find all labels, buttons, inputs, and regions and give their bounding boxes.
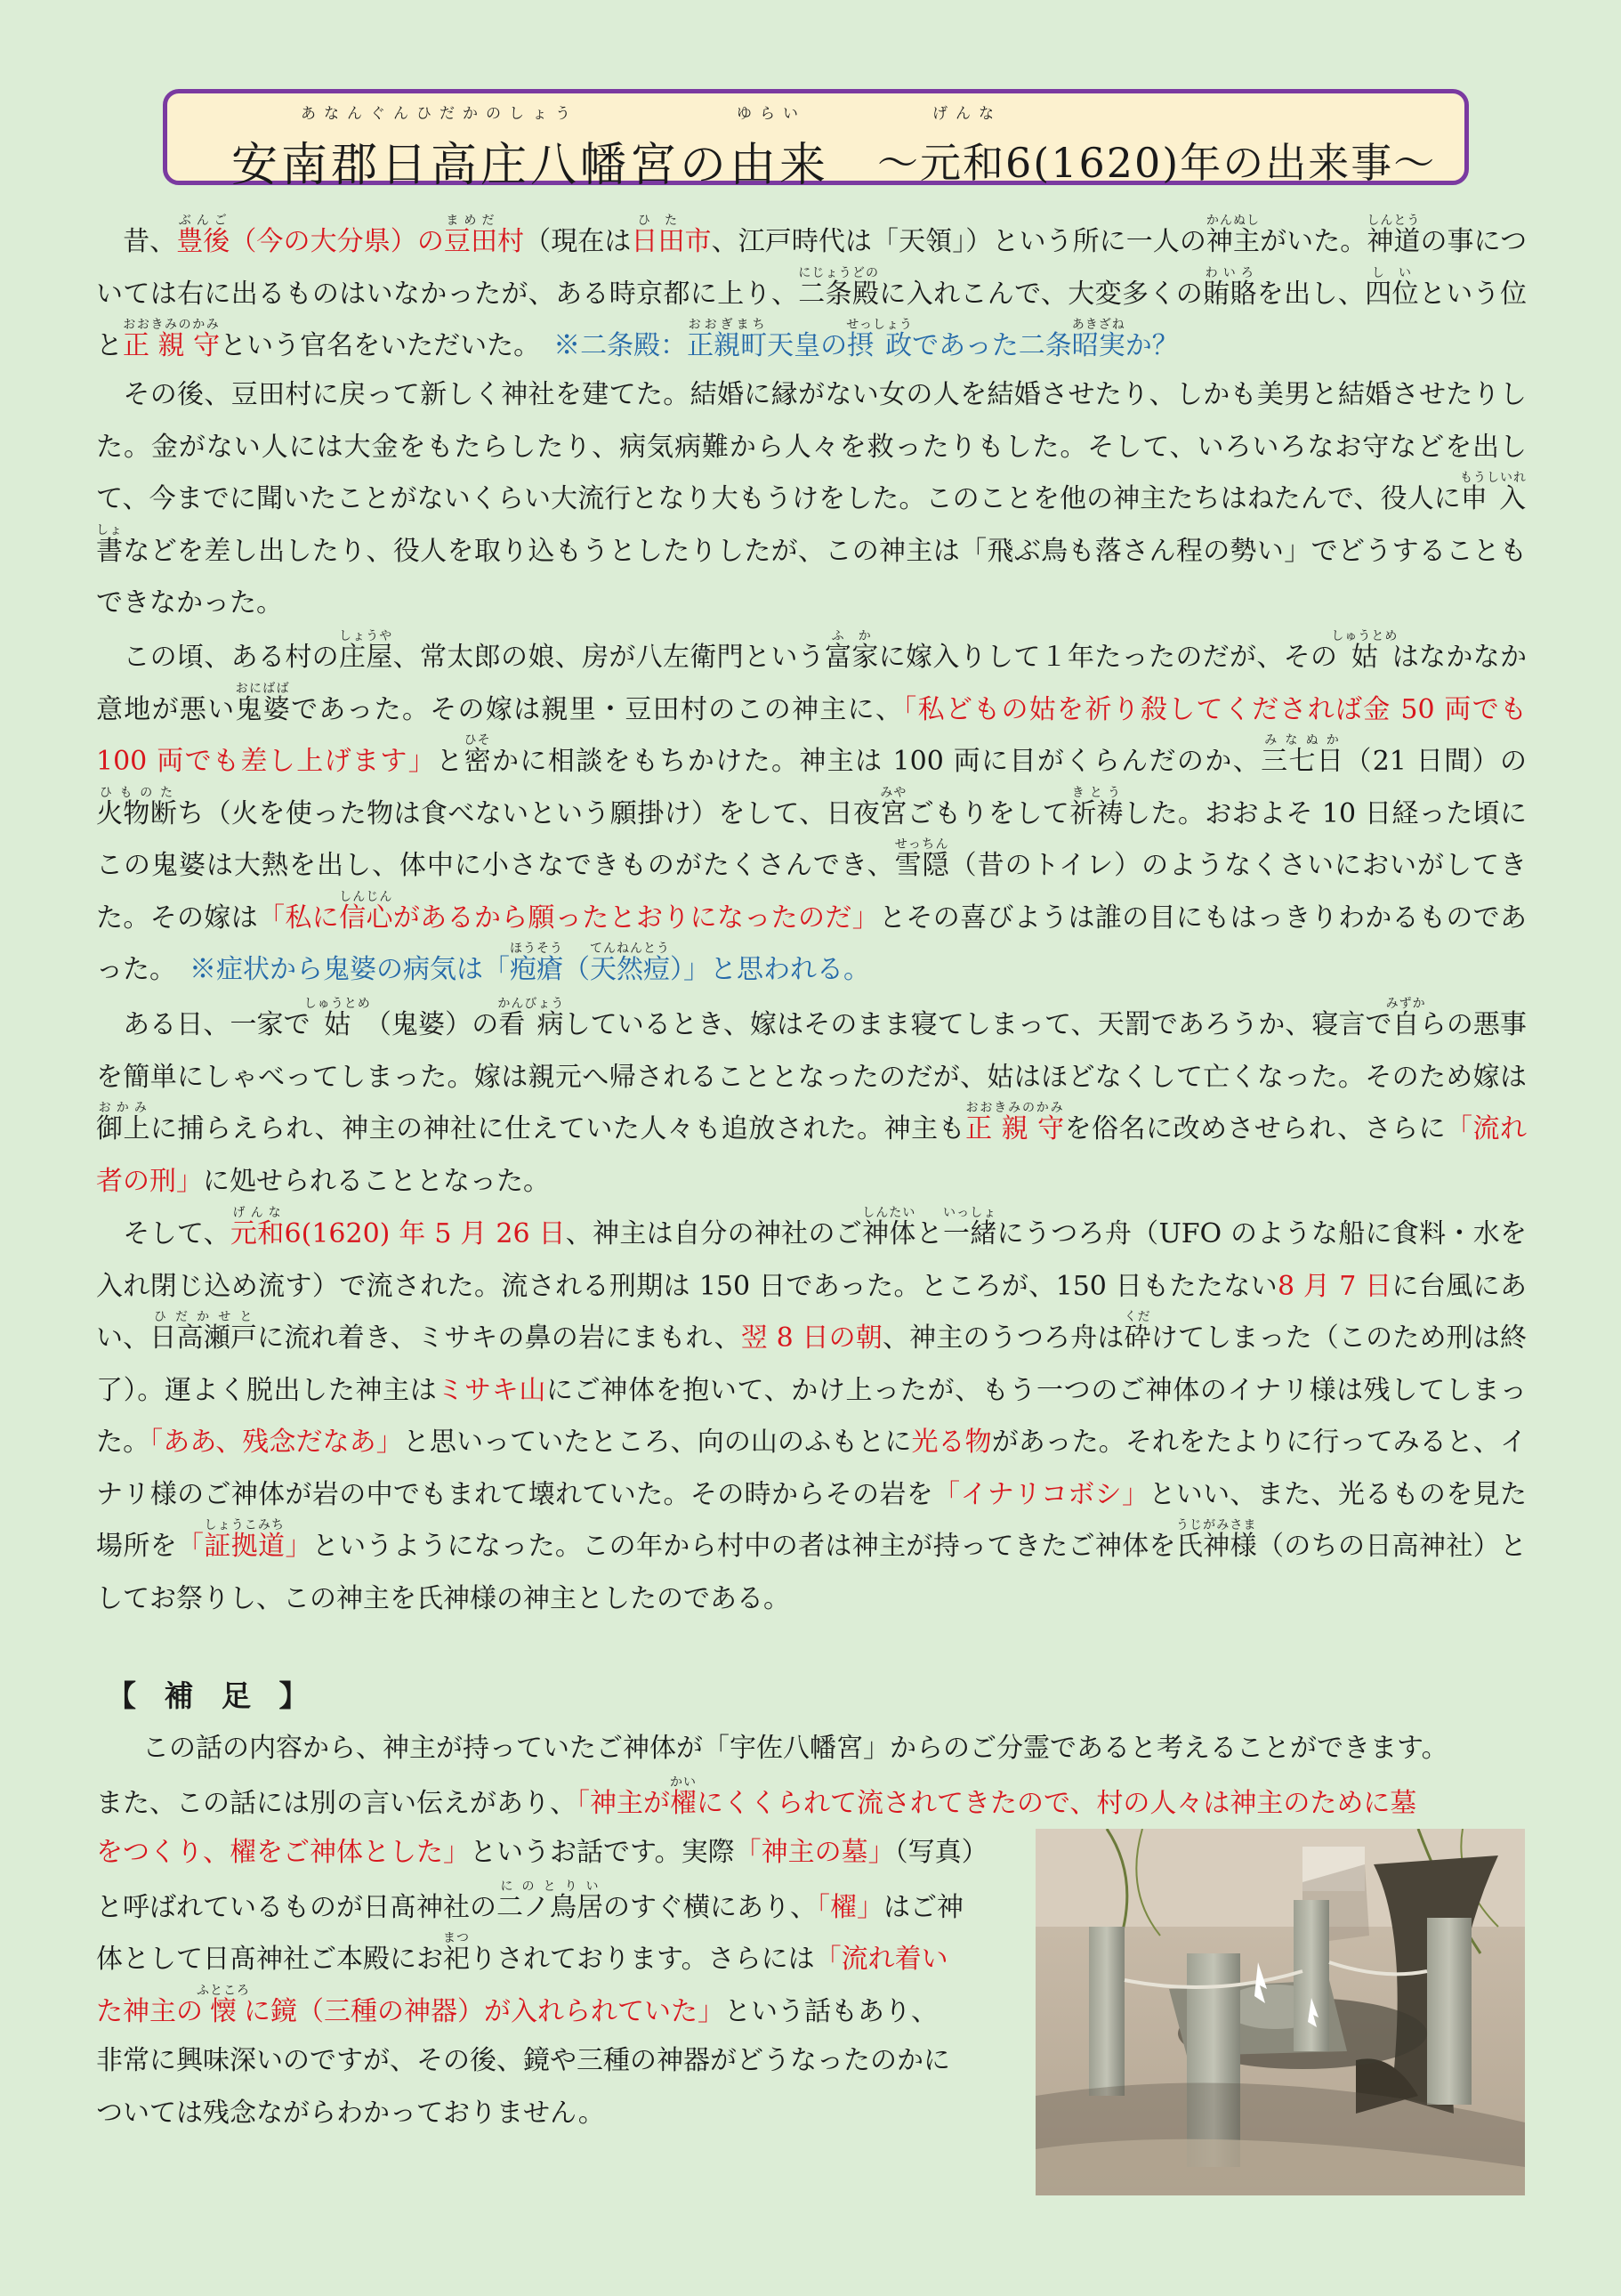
supplement-line-1: この話の内容から、神主が持っていたご神体が「宇佐八幡宮」からのご分霊であると考えることができます。: [142, 1733, 1448, 1764]
paragraph-5: そして、元和げんな6(1620) 年 5 月 26 日、神主は自分の神社のご神体しんたいと一緒いっしょにうつろ舟（UFO のような船に食料・水を入れ閉じ込め流す）で流された。流される刑期は 150 日であった。ところが、150 日もたたない8 月 7 日に台風にあい、日高瀬戸ひだかせとに流れ着き、ミサキの鼻の岩にまもれ、翌 8 日の朝、神主のうつろ舟は砕くだけてしまった（このため刑は終了）。運よく脱出した神主はミサキ山にご神体を抱いて、かけ上ったが、もう一つのご神体のイナリ様は残してしまった。「ああ、残念だなあ」と思いっていたところ、向の山のふもとに光る物があった。それをたよりに行ってみると、イナリ様のご神体が岩の中でもまれて壊れていた。その時からその岩を「イナリコボシ」といい、また、光るものを見た場所を「証拠道しょうこみち」というようになった。この年から村中の者は神主が持ってきたご神体を氏神様うじがみさま（のちの日高神社）としてお祭りし、この神主を氏神様の神主としたのである。: [96, 1206, 1528, 1614]
note-disease: ※症状から鬼婆の病気は「疱瘡ほうそう（天然痘てんねんとう）」と思われる。: [190, 942, 870, 985]
supplement-line-8: ついては残念ながらわかっておりません。: [96, 2098, 605, 2129]
supplement-line-2: また、この話には別の言い伝えがあり、「神主が櫂かいにくくられて流されてきたので、村の人々は神主のために墓: [96, 1775, 1417, 1819]
supplement-line-4: と呼ばれているものが日髙神社の二ノ鳥居にのとりいのすぐ横にあり、「櫂」はご神: [96, 1880, 964, 1923]
note-nijo: ※二条殿：正親町おおぎまち天皇の摂 政せっしょうであった二条昭実あきざねか？: [553, 318, 1179, 361]
supplement-line-7: 非常に興味深いのですが、その後、鏡や三種の神器がどうなったのかに: [96, 2045, 950, 2076]
supplement-line-5: 体として日髙神社ご本殿にお祀まつりされております。さらには「流れ着い: [96, 1931, 948, 1975]
page-title: 安南郡日高庄八幡宮の由来: [231, 139, 830, 192]
title-box: [163, 89, 1469, 192]
paragraph-1: 昔、豊後ぶんご（今の大分県）の豆田まめだ村（現在は日田ひた市、江戸時代は「天領」）という所に一人の神主かんぬしがいた。神道しんとうの事については右に出るものはいなかったが、ある時京都に上り、二条殿にじょうどのに入れこんで、大変多くの賄賂わいろを出し、四位しいという位と正 親 守おおきみのかみという官名をいただいた。 ※二条殿：正親町おおぎまち天皇の摂 政せっしょうであった二条昭実あきざねか？: [96, 214, 1528, 361]
shrine-grave-photo: [1036, 1829, 1525, 2195]
supplement-line-3: をつくり、櫂をご神体とした」というお話です。実際「神主の墓」（写真）: [96, 1837, 988, 1868]
photo-illustration: [1036, 1829, 1525, 2195]
title-ruby-genna: げんな: [932, 105, 1002, 123]
title-ruby-yurai: ゆらい: [737, 105, 806, 123]
page-subtitle: ～元和6(1620)年の出来事～: [877, 139, 1437, 187]
supplement-heading: 【 補 足 】: [107, 1678, 318, 1713]
paragraph-3: この頃、ある村の庄屋しょうや、常太郎の娘、房が八左衛門という富家ふかに嫁入りして１年たったのだが、その姑しゅうとめはなかなか意地が悪い鬼婆おにばばであった。その嫁は親里・豆田村のこの神主に、「私どもの姑を祈り殺してくだされば金 50 両でも 100 両でも差し上げます」と密ひそかに相談をもちかけた。神主は 100 両に目がくらんだのか、三七日みなぬか（21 日間）の火物断ひものたち（火を使った物は食べないという願掛け）をして、日夜宮みやごもりをして祈祷きとうした。おおよそ 10 日経った頃にこの鬼婆は大熱を出し、体中に小さなできものがたくさんでき、雪隠せっちん（昔のトイレ）のようなくさいにおいがしてきた。その嫁は「私に信心しんじんがあるから願ったとおりになったのだ」とその喜びようは誰の目にもはっきりわかるものであった。 ※症状から鬼婆の病気は「疱瘡ほうそう（天然痘てんねんとう）」と思われる。: [96, 629, 1528, 985]
supplement-line-6: た神主の懐ふところに鏡（三種の神器）が入れられていた」という話もあり、: [96, 1984, 938, 2027]
title-ruby: あなんぐんひだかのしょう: [301, 105, 578, 123]
paragraph-4: ある日、一家で姑しゅうとめ（鬼婆）の看 病かんびょうしているとき、嫁はそのまま寝てしまって、天罰であろうか、寝言で自みずからの悪事を簡単にしゃべってしまった。嫁は親元へ帰されることとなったのだが、姑はほどなくして亡くなった。そのため嫁は御上おかみに捕らえられ、神主の神社に仕えていた人々も追放された。神主も正 親 守おおきみのかみを俗名に改めさせられ、さらに「流れ者の刑」に処せられることとなった。: [96, 997, 1528, 1197]
paragraph-2: その後、豆田村に戻って新しく神社を建てた。結婚に縁がない女の人を結婚させたり、しかも美男と結婚させたりした。金がない人には大金をもたらしたり、病気病難から人々を救ったりもした。そして、いろいろなお守などを出して、今までに聞いたことがないくらい大流行となり大もうけをした。このことを他の神主たちはねたんで、役人に申 入 書もうしいれしょなどを差し出したり、役人を取り込もうとしたりしたが、この神主は「飛ぶ鳥も落さん程の勢い」でどうすることもできなかった。: [96, 379, 1528, 618]
